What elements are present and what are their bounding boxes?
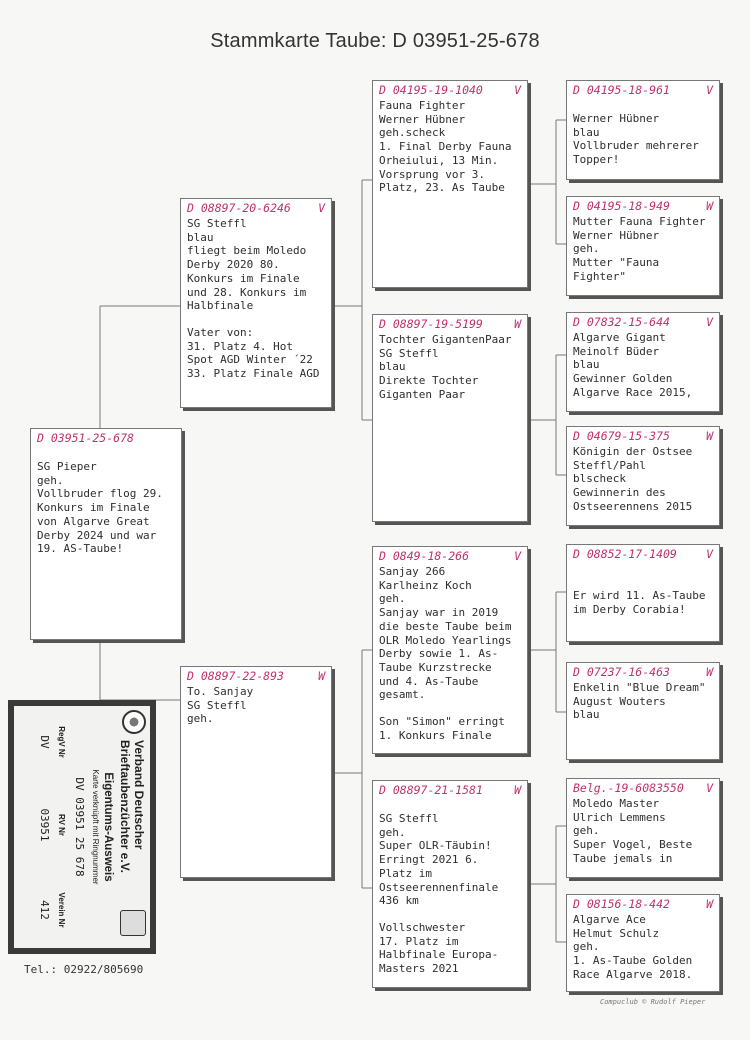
card-line: Direkte Tochter <box>379 374 479 388</box>
card-line: Sanjay war in 2019 <box>379 606 499 620</box>
card-line: Derby 2024 und war <box>37 528 157 542</box>
card-line: geh. <box>573 824 600 838</box>
card-line: Moledo Master <box>573 797 660 810</box>
association-logo-icon <box>122 710 146 734</box>
sex-marker: V <box>318 201 325 215</box>
ownership-ring-number: DV 03951 25 678 <box>73 777 86 877</box>
pedigree-card-mmf <box>566 778 720 878</box>
card-line: 31. Platz 4. Hot <box>187 339 293 353</box>
card-line: 1. Konkurs Finale <box>379 728 492 742</box>
sex-marker: W <box>706 199 713 213</box>
card-line: Vorsprung vor 3. <box>379 167 485 181</box>
ring-number: D 04195-19-1040 <box>379 83 483 97</box>
sex-marker: V <box>514 549 521 563</box>
page-title: Stammkarte Taube: D 03951-25-678 <box>210 30 540 52</box>
ownership-heading: Eigentums-Ausweis <box>102 772 114 882</box>
ring-number: D 04679-15-375 <box>573 429 670 443</box>
card-line: blau <box>379 360 406 374</box>
sex-marker: W <box>514 783 521 797</box>
card-line: SG Steffl <box>379 346 439 360</box>
card-line: Vollschwester <box>379 920 466 934</box>
card-line: Konkurs im Finale <box>187 271 300 285</box>
card-details <box>573 99 713 167</box>
card-line: Race Algarve 2018. <box>573 967 693 981</box>
card-line: Mutter "Fauna <box>573 256 660 270</box>
card-line: blau <box>573 708 600 722</box>
card-line: blau <box>187 230 214 244</box>
rv-label: RV Nr <box>57 813 66 837</box>
ring-number: D 04195-18-961 <box>573 83 670 97</box>
card-line: August Wouters <box>573 694 666 708</box>
card-line: Halbfinale <box>187 299 254 313</box>
card-line: und 4. As-Taube <box>379 674 479 688</box>
sex-marker: V <box>514 83 521 97</box>
card-details <box>573 797 713 866</box>
ring-number: D 08852-17-1409 <box>573 547 677 561</box>
sex-marker: W <box>706 429 713 443</box>
ring-number: D 08897-20-6246 <box>187 201 291 215</box>
card-line: Masters 2021 <box>379 962 459 976</box>
card-details <box>379 799 521 976</box>
club-emblem-icon <box>120 910 146 936</box>
ring-number: Belg.-19-6083550 <box>573 781 684 795</box>
card-details <box>573 913 713 982</box>
card-line: Werner Hübner <box>379 112 466 126</box>
sex-marker: V <box>706 315 713 329</box>
pedigree-card-ff <box>372 80 528 288</box>
card-line: Erringt 2021 6. <box>379 853 479 867</box>
ring-number: D 03951-25-678 <box>37 431 134 445</box>
card-line: 436 km <box>379 894 419 908</box>
card-line: Sanjay 266 <box>379 565 446 578</box>
ring-number: D 0849-18-266 <box>379 549 470 563</box>
card-line: blau <box>573 125 600 139</box>
card-line: Konkurs im Finale <box>37 501 150 515</box>
pedigree-card-subject <box>30 428 182 640</box>
card-line: und 28. Konkurs im <box>187 285 307 299</box>
card-line: Gewinner Golden <box>573 372 673 386</box>
pedigree-card-mf <box>372 546 528 754</box>
ring-number: D 08897-21-1581 <box>379 783 483 797</box>
card-details <box>37 447 175 556</box>
card-line: Steffl/Pahl <box>573 458 646 472</box>
regv-value: DV <box>38 735 51 749</box>
pedigree-card-fmf <box>566 312 720 412</box>
ring-number: D 08156-18-442 <box>573 897 670 911</box>
card-line: Helmut Schulz <box>573 926 660 940</box>
sex-marker: V <box>706 547 713 561</box>
ownership-card-content <box>14 706 150 948</box>
pedigree-card-fff <box>566 80 720 180</box>
card-line: Derby sowie 1. As- <box>379 647 499 661</box>
card-line: geh. <box>573 242 600 256</box>
card-line: Werner Hübner <box>573 112 660 125</box>
card-details <box>187 217 325 381</box>
card-line: geh. <box>187 712 214 726</box>
card-line: Derby 2020 80. <box>187 258 280 272</box>
card-line: gesamt. <box>379 688 426 702</box>
card-line: Algarve Race 2015, <box>573 385 693 399</box>
ownership-subheading: Karte verknüpft mit Ringnummer <box>91 769 100 885</box>
sex-marker: W <box>706 897 713 911</box>
verein-field <box>38 878 66 942</box>
card-line: Giganten Paar <box>379 387 466 401</box>
regv-field <box>38 712 66 772</box>
card-line: Topper! <box>573 153 620 167</box>
ring-number: D 07237-16-463 <box>573 665 670 679</box>
pedigree-card-fm <box>372 314 528 522</box>
card-line: Er wird 11. As-Taube <box>573 589 706 602</box>
card-line: Königin der Ostsee <box>573 445 693 458</box>
card-line: 33. Platz Finale AGD <box>187 367 320 381</box>
card-line: Vollbruder flog 29. <box>37 487 163 501</box>
card-line: Fauna Fighter <box>379 99 466 112</box>
ownership-fields <box>20 712 66 942</box>
pedigree-card-father <box>180 198 332 408</box>
card-line: von Algarve Great <box>37 514 150 528</box>
card-line: SG Pieper <box>37 460 97 473</box>
card-line: Meinolf Büder <box>573 344 660 358</box>
card-line: OLR Moledo Yearlings <box>379 633 512 647</box>
card-details <box>573 563 713 616</box>
footer-credit: Compuclub © Rudolf Pieper <box>600 998 706 1006</box>
card-line: geh. <box>573 940 600 954</box>
card-details <box>573 681 713 722</box>
card-line: 1. As-Taube Golden <box>573 954 693 968</box>
sex-marker: V <box>706 781 713 795</box>
card-line: geh.scheck <box>379 126 446 140</box>
card-details <box>573 445 713 514</box>
card-line: 1. Final Derby Fauna <box>379 140 512 154</box>
card-details <box>573 215 713 284</box>
card-line: Platz, 23. As Taube <box>379 181 505 195</box>
ownership-card <box>8 700 156 954</box>
ring-number: D 04195-18-949 <box>573 199 670 213</box>
verein-label: Verein Nr <box>57 892 66 928</box>
card-line: Super Vogel, Beste <box>573 838 693 852</box>
phone-number: Tel.: 02922/805690 <box>24 963 144 976</box>
card-line: Halbfinale Europa- <box>379 948 499 962</box>
card-line: Karlheinz Koch <box>379 578 472 592</box>
ring-number: D 07832-15-644 <box>573 315 670 329</box>
card-line: Vater von: <box>187 325 254 339</box>
card-line: geh. <box>379 592 406 606</box>
card-line: Fighter" <box>573 269 626 283</box>
card-line: SG Steffl <box>187 698 247 712</box>
sex-marker: W <box>514 317 521 331</box>
rv-field <box>38 790 66 860</box>
pedigree-card-mff <box>566 544 720 642</box>
card-line: Algarve Gigant <box>573 331 666 344</box>
card-line: Werner Hübner <box>573 228 660 242</box>
pedigree-card-mother <box>180 666 332 878</box>
card-line: Orheiului, 13 Min. <box>379 153 499 167</box>
card-line: 19. AS-Taube! <box>37 542 124 556</box>
card-line: geh. <box>379 825 406 839</box>
sex-marker: W <box>706 665 713 679</box>
card-line: blscheck <box>573 472 626 486</box>
regv-label: RegV Nr <box>57 726 66 758</box>
card-line: Taube jemals in <box>573 851 673 865</box>
card-line: blau <box>573 358 600 372</box>
card-details <box>379 565 521 742</box>
pedigree-card-mfm <box>566 662 720 760</box>
card-line: Taube Kurzstrecke <box>379 660 492 674</box>
card-line: im Derby Corabia! <box>573 602 686 616</box>
card-line: SG Steffl <box>379 812 439 825</box>
card-line: die beste Taube beim <box>379 619 512 633</box>
sex-marker: W <box>318 669 325 683</box>
verein-value: 412 <box>38 900 51 920</box>
card-line: Ostseerennens 2015 <box>573 499 693 513</box>
card-details <box>573 331 713 400</box>
card-details <box>379 99 521 195</box>
association-name-line1: Verband Deutscher <box>132 740 146 850</box>
card-line: geh. <box>37 473 64 487</box>
pedigree-card-ffm <box>566 196 720 296</box>
association-name <box>118 740 146 873</box>
card-line: 17. Platz im <box>379 934 459 948</box>
association-name-line2: Brieftaubenzüchter e.V. <box>118 740 132 873</box>
card-line: Super OLR-Täubin! <box>379 839 492 853</box>
card-line: Mutter Fauna Fighter <box>573 215 706 228</box>
ring-number: D 08897-19-5199 <box>379 317 483 331</box>
sex-marker: V <box>706 83 713 97</box>
rv-value: 03951 <box>38 808 51 842</box>
card-line: Enkelin "Blue Dream" <box>573 681 706 694</box>
card-line: Son "Simon" erringt <box>379 715 505 729</box>
card-line: To. Sanjay <box>187 685 254 698</box>
card-line: Platz im <box>379 866 432 880</box>
card-line: fliegt beim Moledo <box>187 244 307 258</box>
card-line: Tochter GigantenPaar <box>379 333 512 346</box>
card-details <box>379 333 521 402</box>
pedigree-card-mmm <box>566 894 720 992</box>
card-line: Gewinnerin des <box>573 486 666 500</box>
card-line: Ulrich Lemmens <box>573 810 666 824</box>
ownership-card-inner <box>14 706 150 948</box>
card-line: Algarve Ace <box>573 913 646 926</box>
pedigree-card-fmm <box>566 426 720 526</box>
card-line: Vollbruder mehrerer <box>573 139 699 153</box>
card-line: Ostseerennenfinale <box>379 880 499 894</box>
ring-number: D 08897-22-893 <box>187 669 284 683</box>
pedigree-card-mm <box>372 780 528 988</box>
card-line: Spot AGD Winter ´22 <box>187 353 313 367</box>
card-details <box>187 685 325 726</box>
card-line: SG Steffl <box>187 217 247 230</box>
